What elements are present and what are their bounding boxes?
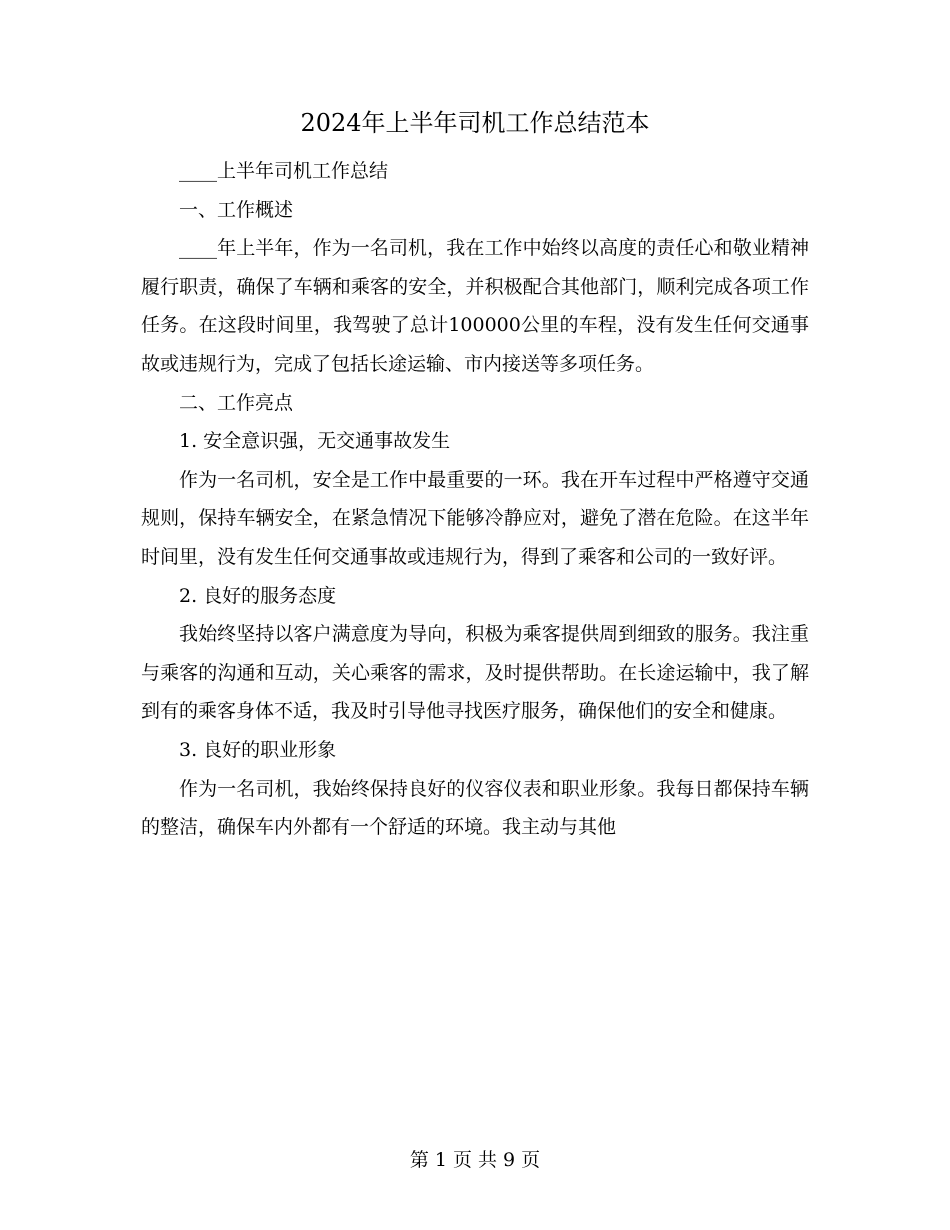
section-subtitle: ____上半年司机工作总结 (179, 160, 389, 182)
overview-paragraph: ____年上半年，作为一名司机，我在工作中始终以高度的责任心和敬业精神履行职责，确保了车辆和乘客的安全，并积极配合其他部门，顺利完成各项工作任务。在这段时间里，我驾驶了总计100000公里的车程，没有发生任何交通事故或违规行为，完成了包括长途运输、市内接送等多项任务。 (141, 237, 809, 375)
section-heading-highlights: 二、工作亮点 (179, 391, 294, 414)
highlight-1-heading: 1. 安全意识强，无交通事故发生 (179, 430, 451, 453)
highlight-3-paragraph: 作为一名司机，我始终保持良好的仪容仪表和职业形象。我每日都保持车辆的整洁，确保车内外都有一个舒适的环境。我主动与其他 (141, 777, 809, 839)
highlight-2-paragraph: 我始终坚持以客户满意度为导向，积极为乘客提供周到细致的服务。我注重与乘客的沟通和互动，关心乘客的需求，及时提供帮助。在长途运输中，我了解到有的乘客身体不适，我及时引导他寻找医疗服务，确保他们的安全和健康。 (141, 623, 809, 723)
page-number: 第 1 页 共 9 页 (409, 1149, 541, 1171)
highlight-2-heading: 2. 良好的服务态度 (179, 584, 337, 607)
document-title: 2024年上半年司机工作总结范本 (300, 109, 650, 137)
highlight-1-paragraph: 作为一名司机，安全是工作中最重要的一环。我在开车过程中严格遵守交通规则，保持车辆安全，在紧急情况下能够冷静应对，避免了潜在危险。在这半年时间里，没有发生任何交通事故或违规行为，得到了乘客和公司的一致好评。 (141, 468, 809, 568)
section-heading-overview: 一、工作概述 (179, 198, 294, 221)
document-body (141, 152, 809, 847)
highlight-3-heading: 3. 良好的职业形象 (179, 738, 337, 761)
